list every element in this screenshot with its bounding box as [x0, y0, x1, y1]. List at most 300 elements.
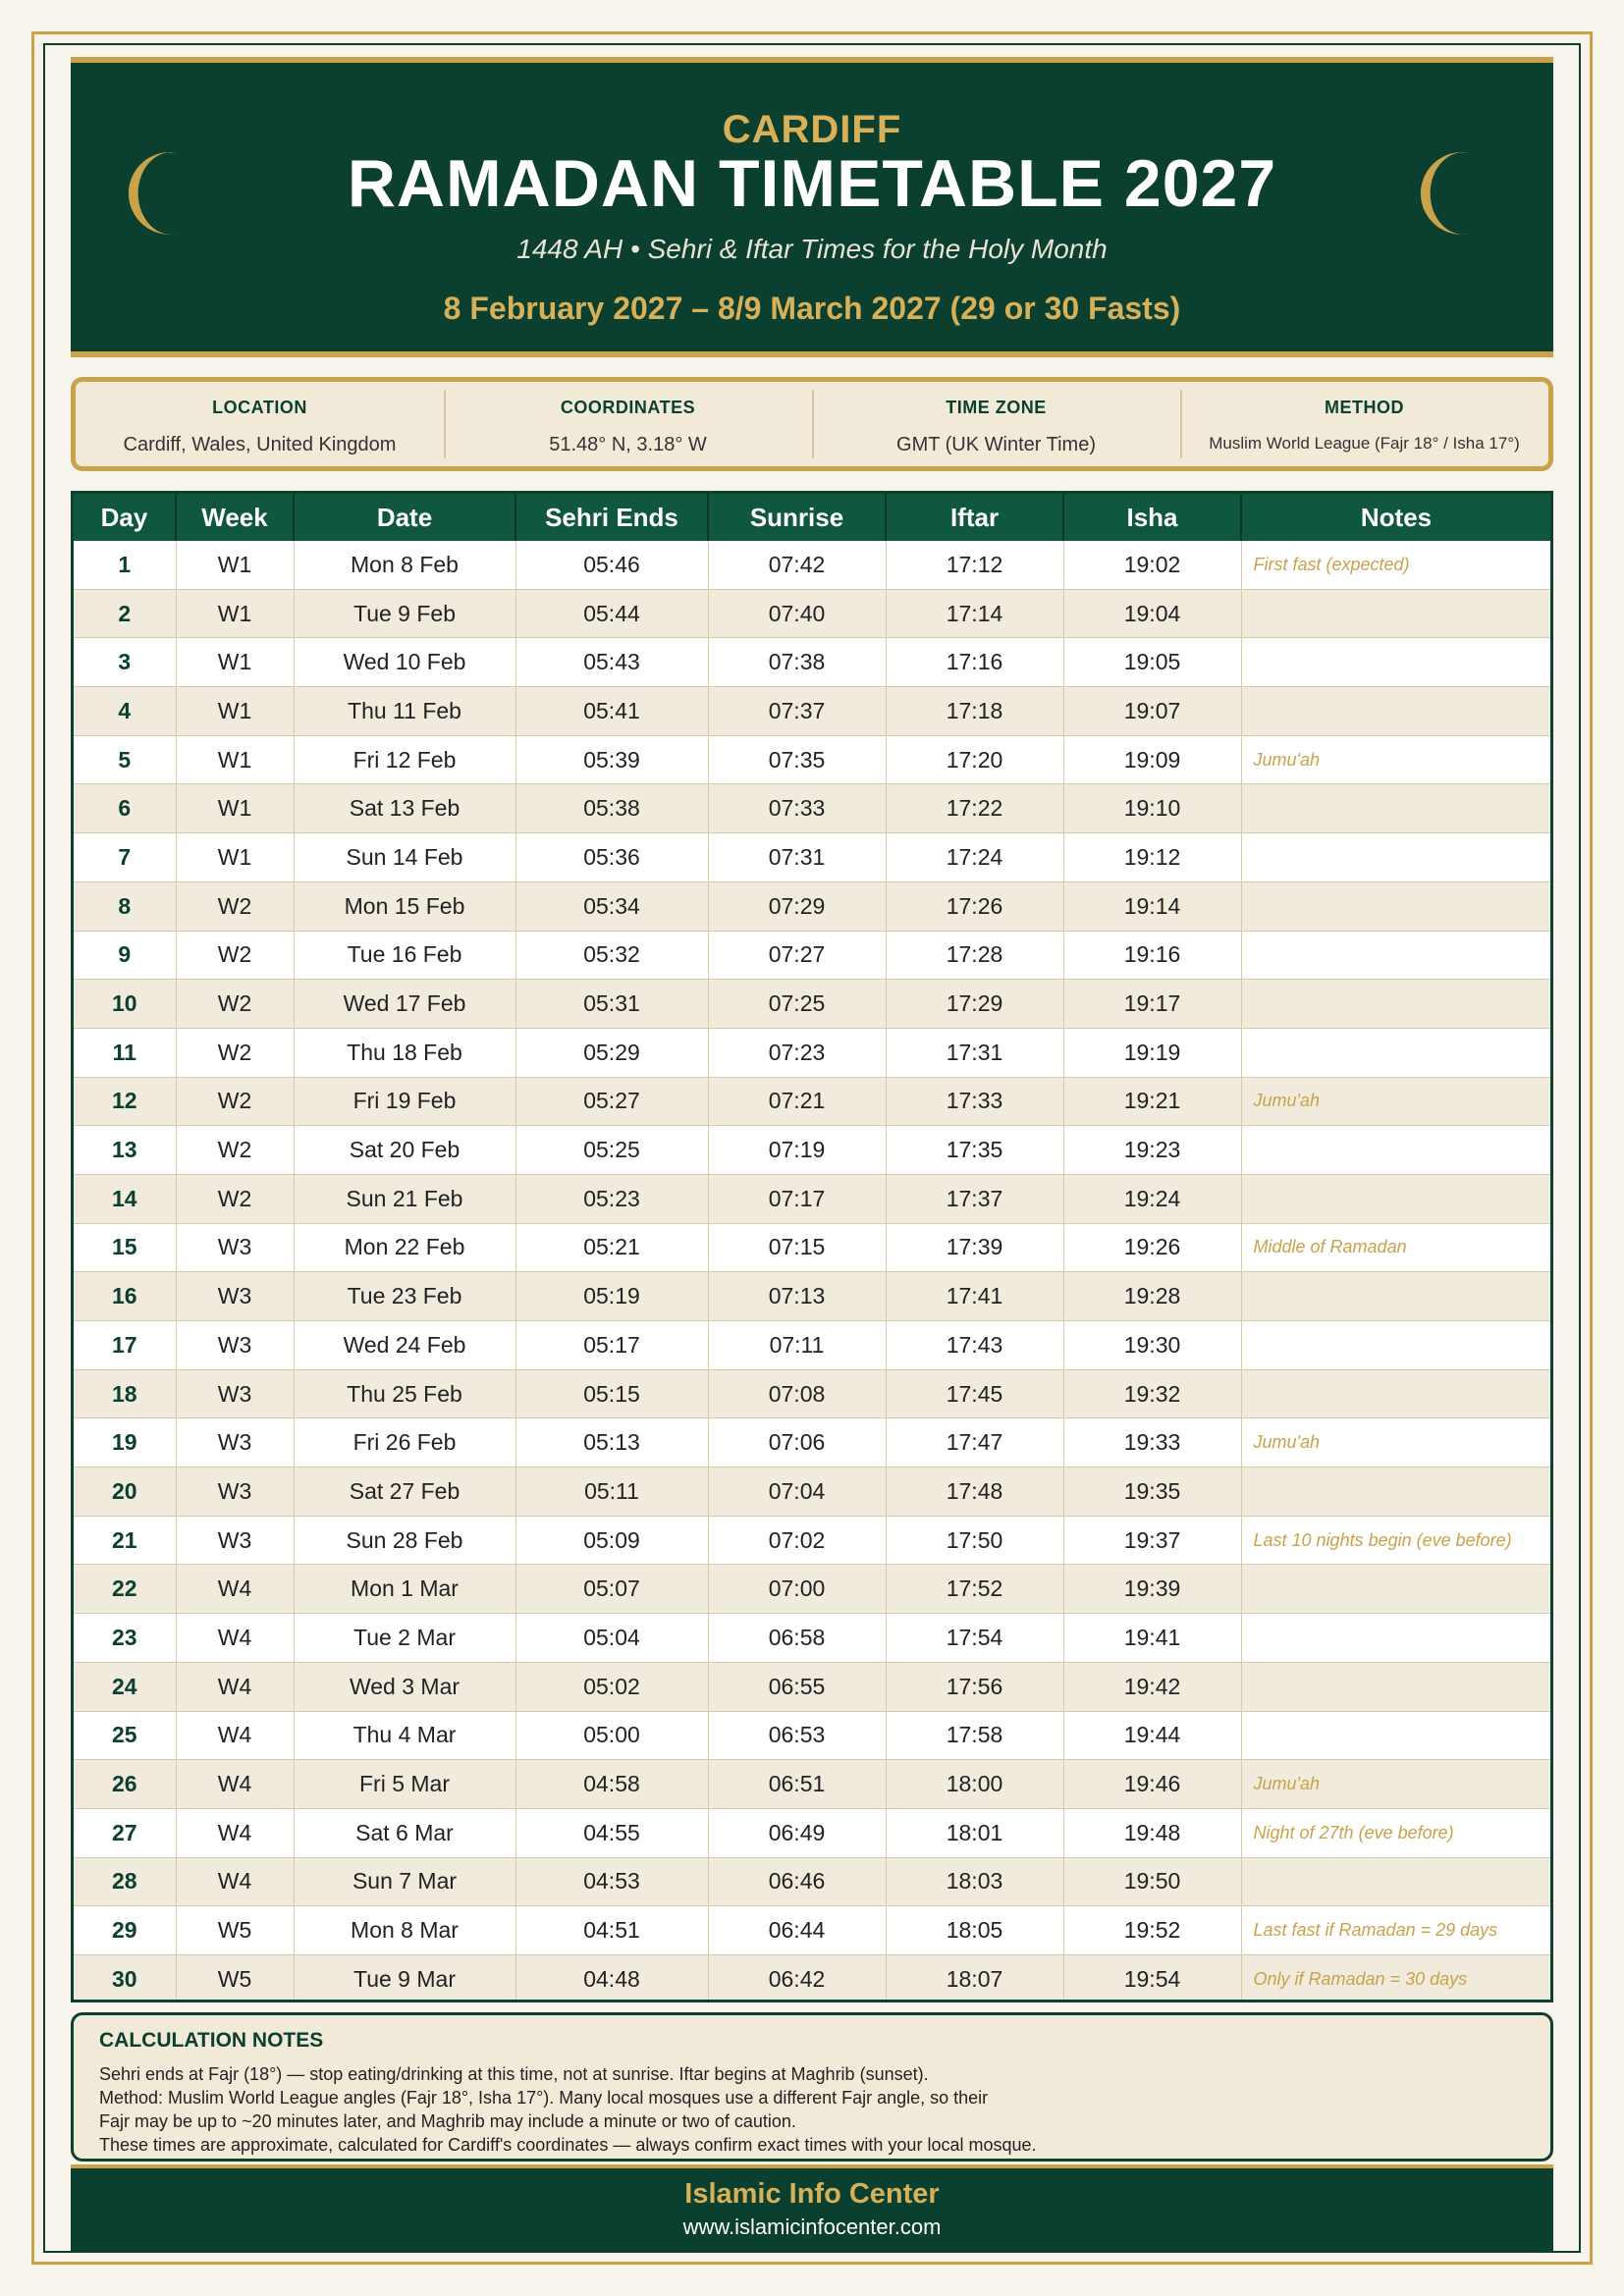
timetable	[74, 494, 1550, 2002]
sehri-cell: 04:55	[515, 1808, 708, 1857]
date-cell: Sat 6 Mar	[294, 1808, 515, 1857]
iftar-cell: 18:03	[886, 1857, 1063, 1906]
day-cell: 13	[74, 1126, 176, 1175]
week-cell: W1	[176, 687, 294, 736]
table-row	[74, 1223, 1550, 1272]
notes-cell: Last 10 nights begin (eve before)	[1241, 1516, 1550, 1565]
date-cell: Tue 9 Feb	[294, 589, 515, 638]
sunrise-cell: 07:33	[708, 784, 886, 833]
day-cell: 18	[74, 1369, 176, 1418]
iftar-cell: 18:07	[886, 1954, 1063, 2002]
sehri-cell: 04:48	[515, 1954, 708, 2002]
isha-cell: 19:33	[1063, 1418, 1241, 1468]
isha-cell: 19:54	[1063, 1954, 1241, 2002]
sehri-cell: 05:04	[515, 1614, 708, 1663]
date-cell: Tue 23 Feb	[294, 1272, 515, 1321]
notes-cell	[1241, 589, 1550, 638]
notes-cell: Only if Ramadan = 30 days	[1241, 1954, 1550, 2002]
isha-cell: 19:05	[1063, 638, 1241, 687]
notes-line: These times are approximate, calculated for Cardiff's coordinates — always confirm exact times with your local mosque.	[99, 2135, 1037, 2155]
day-cell: 1	[74, 541, 176, 589]
week-cell: W1	[176, 638, 294, 687]
info-label: LOCATION	[212, 398, 307, 417]
isha-cell: 19:21	[1063, 1077, 1241, 1126]
week-cell: W1	[176, 833, 294, 882]
table-row	[74, 1565, 1550, 1614]
sunrise-cell: 06:53	[708, 1711, 886, 1760]
sehri-cell: 05:19	[515, 1272, 708, 1321]
footer	[71, 2164, 1553, 2253]
iftar-cell: 17:47	[886, 1418, 1063, 1468]
week-cell: W2	[176, 1077, 294, 1126]
date-cell: Mon 22 Feb	[294, 1223, 515, 1272]
day-cell: 25	[74, 1711, 176, 1760]
day-cell: 29	[74, 1906, 176, 1955]
isha-cell: 19:44	[1063, 1711, 1241, 1760]
table-row	[74, 1857, 1550, 1906]
iftar-cell: 17:31	[886, 1028, 1063, 1077]
timetable-container	[71, 491, 1553, 2002]
notes-cell: Jumu'ah	[1241, 735, 1550, 784]
sehri-cell: 05:29	[515, 1028, 708, 1077]
notes-cell	[1241, 833, 1550, 882]
week-cell: W5	[176, 1906, 294, 1955]
sunrise-cell: 07:31	[708, 833, 886, 882]
week-cell: W3	[176, 1418, 294, 1468]
notes-cell: Night of 27th (eve before)	[1241, 1808, 1550, 1857]
sunrise-cell: 07:06	[708, 1418, 886, 1468]
notes-cell	[1241, 980, 1550, 1029]
sunrise-cell: 07:11	[708, 1321, 886, 1370]
week-cell: W3	[176, 1369, 294, 1418]
day-cell: 2	[74, 589, 176, 638]
notes-line: Fajr may be up to ~20 minutes later, and Maghrib may include a minute or two of caution.	[99, 2111, 796, 2131]
day-cell: 22	[74, 1565, 176, 1614]
sehri-cell: 05:11	[515, 1468, 708, 1517]
table-row	[74, 1077, 1550, 1126]
calculation-notes	[71, 2012, 1553, 2162]
notes-title: CALCULATION NOTES	[99, 2029, 324, 2052]
day-cell: 19	[74, 1418, 176, 1468]
notes-cell	[1241, 1857, 1550, 1906]
sehri-cell: 04:58	[515, 1760, 708, 1809]
week-cell: W3	[176, 1223, 294, 1272]
date-cell: Tue 9 Mar	[294, 1954, 515, 2002]
table-row	[74, 980, 1550, 1029]
info-value: Muslim World League (Fajr 18° / Isha 17°)	[1209, 434, 1520, 453]
notes-cell	[1241, 931, 1550, 980]
table-row	[74, 687, 1550, 736]
sunrise-cell: 06:49	[708, 1808, 886, 1857]
footer-url[interactable]: www.islamicinfocenter.com	[682, 2215, 942, 2239]
date-cell: Mon 8 Mar	[294, 1906, 515, 1955]
sunrise-cell: 07:42	[708, 541, 886, 589]
column-header: Week	[176, 494, 294, 541]
sunrise-cell: 07:15	[708, 1223, 886, 1272]
column-header: Date	[294, 494, 515, 541]
week-cell: W2	[176, 1028, 294, 1077]
isha-cell: 19:35	[1063, 1468, 1241, 1517]
sehri-cell: 04:53	[515, 1857, 708, 1906]
isha-cell: 19:17	[1063, 980, 1241, 1029]
sunrise-cell: 07:17	[708, 1174, 886, 1223]
table-row	[74, 784, 1550, 833]
notes-cell	[1241, 1468, 1550, 1517]
sehri-cell: 05:44	[515, 589, 708, 638]
day-cell: 26	[74, 1760, 176, 1809]
date-cell: Wed 24 Feb	[294, 1321, 515, 1370]
week-cell: W4	[176, 1662, 294, 1711]
sehri-cell: 05:17	[515, 1321, 708, 1370]
sehri-cell: 05:09	[515, 1516, 708, 1565]
day-cell: 16	[74, 1272, 176, 1321]
info-label: COORDINATES	[560, 398, 696, 417]
date-cell: Thu 11 Feb	[294, 687, 515, 736]
date-cell: Sun 28 Feb	[294, 1516, 515, 1565]
notes-line: Method: Muslim World League angles (Fajr 18°, Isha 17°). Many local mosques use a different Fajr angle, so their	[99, 2088, 989, 2108]
week-cell: W4	[176, 1614, 294, 1663]
iftar-cell: 17:28	[886, 931, 1063, 980]
table-row	[74, 881, 1550, 931]
notes-cell: Jumu'ah	[1241, 1418, 1550, 1468]
date-cell: Sun 14 Feb	[294, 833, 515, 882]
table-row	[74, 735, 1550, 784]
isha-cell: 19:46	[1063, 1760, 1241, 1809]
sehri-cell: 05:38	[515, 784, 708, 833]
day-cell: 4	[74, 687, 176, 736]
column-header: Notes	[1241, 494, 1550, 541]
sehri-cell: 05:34	[515, 881, 708, 931]
table-row	[74, 1954, 1550, 2002]
date-cell: Thu 18 Feb	[294, 1028, 515, 1077]
sunrise-cell: 07:02	[708, 1516, 886, 1565]
week-cell: W1	[176, 784, 294, 833]
week-cell: W4	[176, 1565, 294, 1614]
table-row	[74, 1808, 1550, 1857]
column-header: Sehri Ends	[515, 494, 708, 541]
week-cell: W4	[176, 1760, 294, 1809]
sunrise-cell: 07:04	[708, 1468, 886, 1517]
isha-cell: 19:07	[1063, 687, 1241, 736]
city-name: CARDIFF	[722, 108, 902, 151]
iftar-cell: 17:39	[886, 1223, 1063, 1272]
iftar-cell: 17:56	[886, 1662, 1063, 1711]
week-cell: W4	[176, 1857, 294, 1906]
iftar-cell: 17:20	[886, 735, 1063, 784]
isha-cell: 19:19	[1063, 1028, 1241, 1077]
sehri-cell: 05:15	[515, 1369, 708, 1418]
date-cell: Sun 21 Feb	[294, 1174, 515, 1223]
table-row	[74, 638, 1550, 687]
date-cell: Fri 26 Feb	[294, 1418, 515, 1468]
info-value: GMT (UK Winter Time)	[896, 434, 1096, 455]
page-title: RAMADAN TIMETABLE 2027	[347, 146, 1277, 221]
notes-cell	[1241, 1662, 1550, 1711]
sunrise-cell: 06:58	[708, 1614, 886, 1663]
day-cell: 7	[74, 833, 176, 882]
isha-cell: 19:10	[1063, 784, 1241, 833]
sehri-cell: 05:31	[515, 980, 708, 1029]
table-row	[74, 1174, 1550, 1223]
sunrise-cell: 07:40	[708, 589, 886, 638]
sehri-cell: 05:25	[515, 1126, 708, 1175]
day-cell: 12	[74, 1077, 176, 1126]
iftar-cell: 17:37	[886, 1174, 1063, 1223]
table-row	[74, 1760, 1550, 1809]
column-header: Sunrise	[708, 494, 886, 541]
isha-cell: 19:52	[1063, 1906, 1241, 1955]
iftar-cell: 17:33	[886, 1077, 1063, 1126]
notes-line: Sehri ends at Fajr (18°) — stop eating/drinking at this time, not at sunrise. Iftar begins at Maghrib (sunset).	[99, 2064, 929, 2084]
iftar-cell: 17:58	[886, 1711, 1063, 1760]
info-label: TIME ZONE	[946, 398, 1047, 417]
iftar-cell: 17:18	[886, 687, 1063, 736]
notes-cell	[1241, 1174, 1550, 1223]
iftar-cell: 17:24	[886, 833, 1063, 882]
table-row	[74, 541, 1550, 589]
info-coordinates	[444, 382, 812, 466]
isha-cell: 19:09	[1063, 735, 1241, 784]
notes-cell: Jumu'ah	[1241, 1077, 1550, 1126]
sunrise-cell: 07:13	[708, 1272, 886, 1321]
day-cell: 5	[74, 735, 176, 784]
date-cell: Sun 7 Mar	[294, 1857, 515, 1906]
table-row	[74, 1126, 1550, 1175]
isha-cell: 19:32	[1063, 1369, 1241, 1418]
day-cell: 20	[74, 1468, 176, 1517]
iftar-cell: 17:35	[886, 1126, 1063, 1175]
isha-cell: 19:48	[1063, 1808, 1241, 1857]
info-method	[1180, 382, 1548, 466]
week-cell: W3	[176, 1272, 294, 1321]
iftar-cell: 17:54	[886, 1614, 1063, 1663]
table-row	[74, 1516, 1550, 1565]
week-cell: W5	[176, 1954, 294, 2002]
sehri-cell: 05:32	[515, 931, 708, 980]
day-cell: 10	[74, 980, 176, 1029]
week-cell: W2	[176, 980, 294, 1029]
day-cell: 17	[74, 1321, 176, 1370]
footer-org-name: Islamic Info Center	[684, 2178, 940, 2210]
sehri-cell: 05:43	[515, 638, 708, 687]
date-cell: Tue 2 Mar	[294, 1614, 515, 1663]
date-cell: Sat 13 Feb	[294, 784, 515, 833]
date-cell: Thu 25 Feb	[294, 1369, 515, 1418]
week-cell: W1	[176, 541, 294, 589]
isha-cell: 19:37	[1063, 1516, 1241, 1565]
day-cell: 3	[74, 638, 176, 687]
day-cell: 8	[74, 881, 176, 931]
sehri-cell: 05:41	[515, 687, 708, 736]
info-box	[71, 377, 1553, 471]
table-row	[74, 1662, 1550, 1711]
table-row	[74, 589, 1550, 638]
iftar-cell: 18:00	[886, 1760, 1063, 1809]
notes-cell: Middle of Ramadan	[1241, 1223, 1550, 1272]
notes-cell	[1241, 1565, 1550, 1614]
date-cell: Wed 10 Feb	[294, 638, 515, 687]
date-cell: Tue 16 Feb	[294, 931, 515, 980]
week-cell: W3	[176, 1321, 294, 1370]
notes-cell	[1241, 638, 1550, 687]
iftar-cell: 17:26	[886, 881, 1063, 931]
isha-cell: 19:04	[1063, 589, 1241, 638]
iftar-cell: 18:01	[886, 1808, 1063, 1857]
iftar-cell: 17:45	[886, 1369, 1063, 1418]
sehri-cell: 05:36	[515, 833, 708, 882]
isha-cell: 19:16	[1063, 931, 1241, 980]
table-header-row	[74, 494, 1550, 541]
sunrise-cell: 06:44	[708, 1906, 886, 1955]
sunrise-cell: 07:37	[708, 687, 886, 736]
column-header: Day	[74, 494, 176, 541]
iftar-cell: 17:43	[886, 1321, 1063, 1370]
day-cell: 28	[74, 1857, 176, 1906]
notes-cell	[1241, 784, 1550, 833]
sunrise-cell: 07:08	[708, 1369, 886, 1418]
week-cell: W1	[176, 589, 294, 638]
isha-cell: 19:30	[1063, 1321, 1241, 1370]
table-row	[74, 1711, 1550, 1760]
iftar-cell: 17:14	[886, 589, 1063, 638]
notes-cell	[1241, 687, 1550, 736]
table-row	[74, 931, 1550, 980]
isha-cell: 19:50	[1063, 1857, 1241, 1906]
date-cell: Mon 15 Feb	[294, 881, 515, 931]
notes-cell	[1241, 1321, 1550, 1370]
notes-cell	[1241, 1614, 1550, 1663]
iftar-cell: 17:48	[886, 1468, 1063, 1517]
sunrise-cell: 07:19	[708, 1126, 886, 1175]
date-cell: Sat 27 Feb	[294, 1468, 515, 1517]
notes-cell	[1241, 1028, 1550, 1077]
day-cell: 6	[74, 784, 176, 833]
isha-cell: 19:24	[1063, 1174, 1241, 1223]
sunrise-cell: 07:23	[708, 1028, 886, 1077]
week-cell: W2	[176, 1126, 294, 1175]
table-row	[74, 1468, 1550, 1517]
notes-cell	[1241, 881, 1550, 931]
isha-cell: 19:41	[1063, 1614, 1241, 1663]
info-timezone	[812, 382, 1180, 466]
date-cell: Sat 20 Feb	[294, 1126, 515, 1175]
notes-cell	[1241, 1711, 1550, 1760]
iftar-cell: 17:16	[886, 638, 1063, 687]
iftar-cell: 17:52	[886, 1565, 1063, 1614]
date-cell: Mon 1 Mar	[294, 1565, 515, 1614]
sunrise-cell: 07:25	[708, 980, 886, 1029]
sehri-cell: 05:00	[515, 1711, 708, 1760]
day-cell: 24	[74, 1662, 176, 1711]
sunrise-cell: 07:38	[708, 638, 886, 687]
week-cell: W3	[176, 1516, 294, 1565]
date-cell: Mon 8 Feb	[294, 541, 515, 589]
week-cell: W4	[176, 1808, 294, 1857]
iftar-cell: 18:05	[886, 1906, 1063, 1955]
date-cell: Fri 19 Feb	[294, 1077, 515, 1126]
date-cell: Fri 5 Mar	[294, 1760, 515, 1809]
notes-cell: First fast (expected)	[1241, 541, 1550, 589]
sunrise-cell: 06:46	[708, 1857, 886, 1906]
info-label: METHOD	[1325, 398, 1404, 417]
sehri-cell: 04:51	[515, 1906, 708, 1955]
sehri-cell: 05:46	[515, 541, 708, 589]
day-cell: 14	[74, 1174, 176, 1223]
column-header: Isha	[1063, 494, 1241, 541]
table-row	[74, 1321, 1550, 1370]
isha-cell: 19:42	[1063, 1662, 1241, 1711]
isha-cell: 19:12	[1063, 833, 1241, 882]
sunrise-cell: 07:27	[708, 931, 886, 980]
week-cell: W3	[176, 1468, 294, 1517]
week-cell: W2	[176, 931, 294, 980]
table-row	[74, 1028, 1550, 1077]
sunrise-cell: 07:29	[708, 881, 886, 931]
table-row	[74, 833, 1550, 882]
week-cell: W2	[176, 1174, 294, 1223]
notes-cell	[1241, 1126, 1550, 1175]
week-cell: W1	[176, 735, 294, 784]
iftar-cell: 17:22	[886, 784, 1063, 833]
notes-cell: Last fast if Ramadan = 29 days	[1241, 1906, 1550, 1955]
sunrise-cell: 06:42	[708, 1954, 886, 2002]
column-header: Iftar	[886, 494, 1063, 541]
day-cell: 27	[74, 1808, 176, 1857]
iftar-cell: 17:50	[886, 1516, 1063, 1565]
day-cell: 15	[74, 1223, 176, 1272]
iftar-cell: 17:41	[886, 1272, 1063, 1321]
isha-cell: 19:39	[1063, 1565, 1241, 1614]
sunrise-cell: 06:51	[708, 1760, 886, 1809]
date-cell: Wed 17 Feb	[294, 980, 515, 1029]
day-cell: 11	[74, 1028, 176, 1077]
day-cell: 21	[74, 1516, 176, 1565]
page-subtitle: 1448 AH • Sehri & Iftar Times for the Holy Month	[516, 234, 1108, 264]
info-location	[76, 382, 444, 466]
header-banner	[71, 57, 1553, 357]
sehri-cell: 05:13	[515, 1418, 708, 1468]
sunrise-cell: 06:55	[708, 1662, 886, 1711]
table-row	[74, 1614, 1550, 1663]
notes-cell	[1241, 1369, 1550, 1418]
day-cell: 23	[74, 1614, 176, 1663]
table-body	[74, 541, 1550, 2002]
sehri-cell: 05:27	[515, 1077, 708, 1126]
date-cell: Fri 12 Feb	[294, 735, 515, 784]
sunrise-cell: 07:35	[708, 735, 886, 784]
notes-cell: Jumu'ah	[1241, 1760, 1550, 1809]
table-row	[74, 1272, 1550, 1321]
table-row	[74, 1418, 1550, 1468]
info-value: 51.48° N, 3.18° W	[549, 434, 707, 455]
isha-cell: 19:26	[1063, 1223, 1241, 1272]
date-range: 8 February 2027 – 8/9 March 2027 (29 or 30 Fasts)	[443, 291, 1181, 326]
sunrise-cell: 07:00	[708, 1565, 886, 1614]
table-row	[74, 1369, 1550, 1418]
isha-cell: 19:14	[1063, 881, 1241, 931]
isha-cell: 19:02	[1063, 541, 1241, 589]
isha-cell: 19:28	[1063, 1272, 1241, 1321]
week-cell: W2	[176, 881, 294, 931]
isha-cell: 19:23	[1063, 1126, 1241, 1175]
sunrise-cell: 07:21	[708, 1077, 886, 1126]
table-row	[74, 1906, 1550, 1955]
sehri-cell: 05:23	[515, 1174, 708, 1223]
day-cell: 30	[74, 1954, 176, 2002]
week-cell: W4	[176, 1711, 294, 1760]
date-cell: Thu 4 Mar	[294, 1711, 515, 1760]
sehri-cell: 05:07	[515, 1565, 708, 1614]
